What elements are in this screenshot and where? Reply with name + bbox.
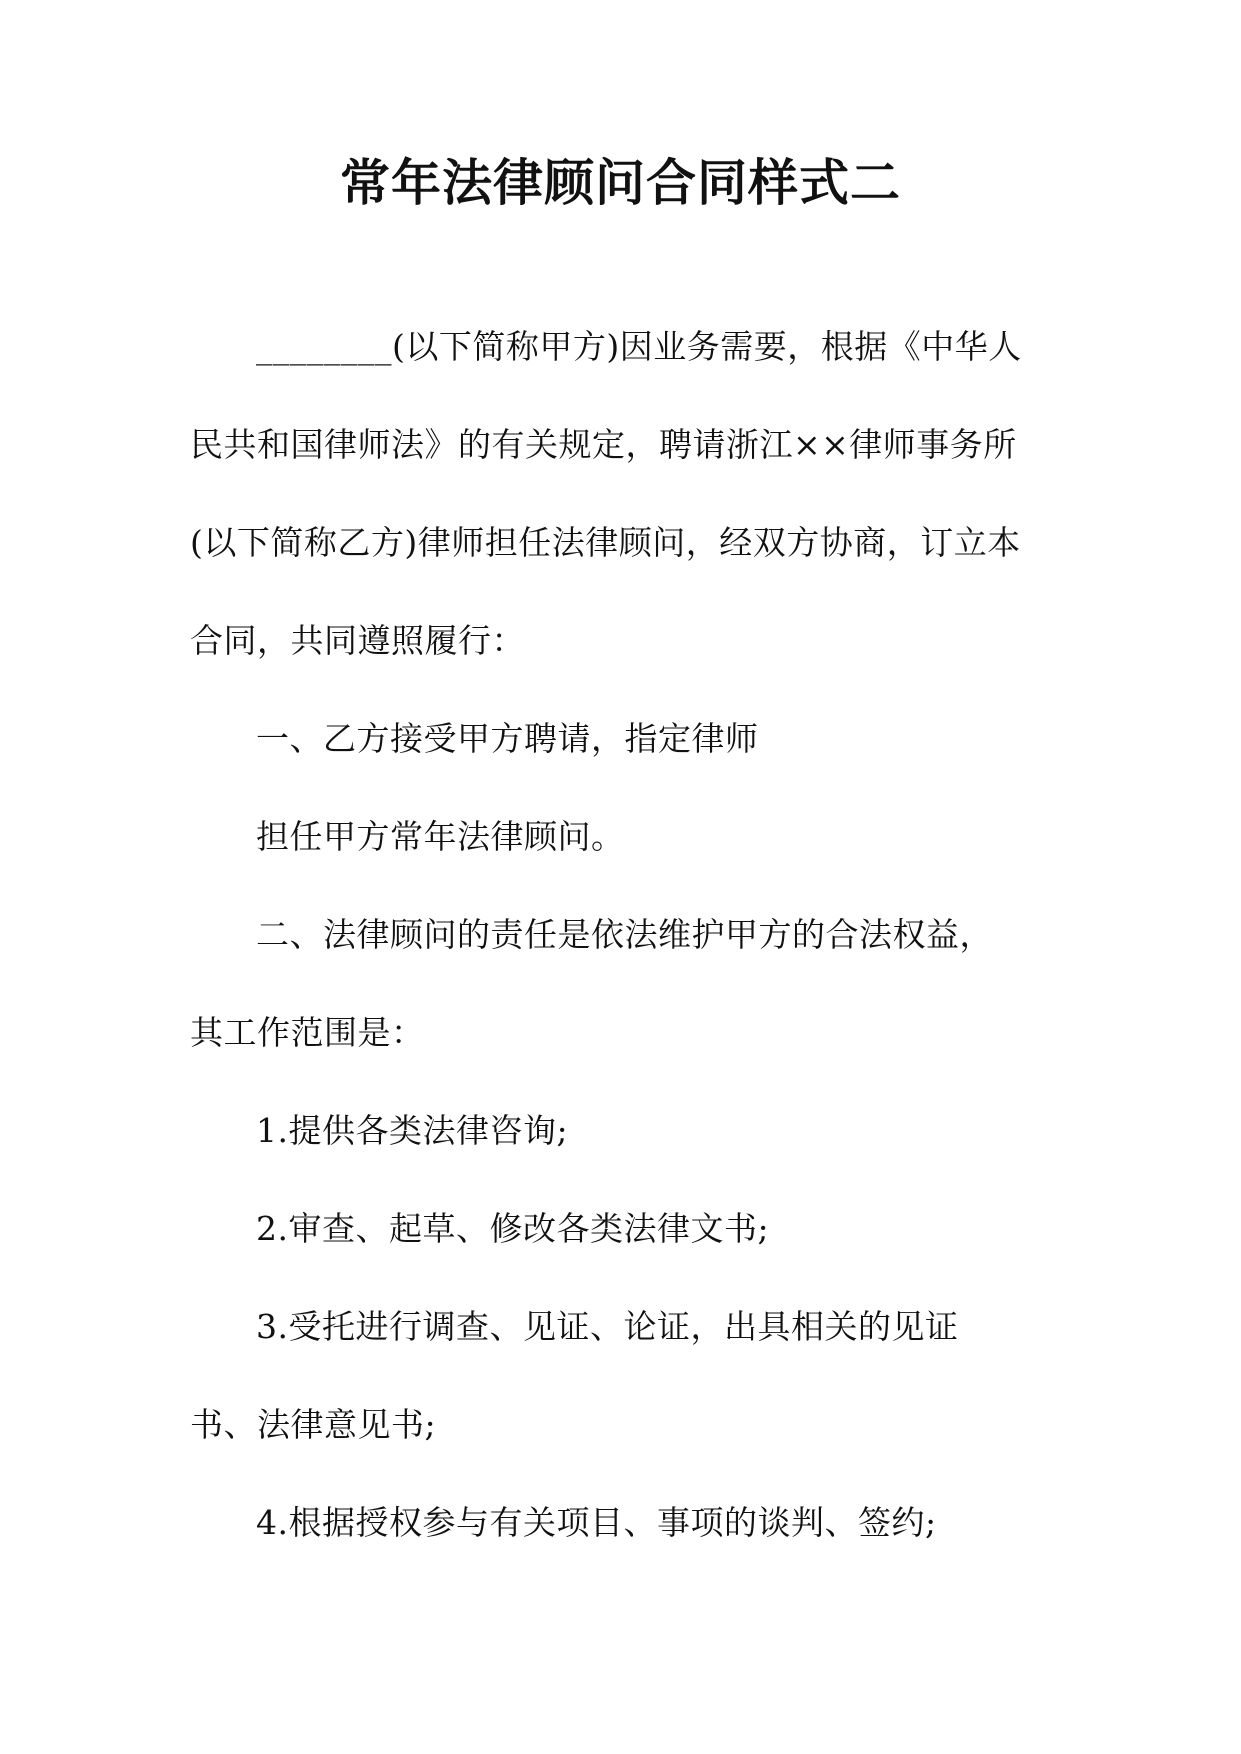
scope-item-4: 4.根据授权参与有关项目、事项的谈判、签约; <box>256 1503 937 1542</box>
document-title: 常年法律顾问合同样式二 <box>340 154 901 212</box>
clause-one-paragraph: 一、乙方接受甲方聘请，指定律师 <box>256 719 759 758</box>
intro-paragraph: ________(以下简称甲方)因业务需要，根据《中华人民共和国律师法》的有关规定，聘请浙江××律师事务所(以下简称乙方)律师担任法律顾问，经双方协商，订立本合同，共同遵照履行： <box>190 327 1022 660</box>
scope-item-2: 2.审查、起草、修改各类法律文书; <box>256 1209 770 1248</box>
clause-two-paragraph: 二、法律顾问的责任是依法维护甲方的合法权益，其工作范围是： <box>190 915 993 1052</box>
document-body <box>190 298 1022 1572</box>
clause-one-continuation: 担任甲方常年法律顾问。 <box>256 817 625 856</box>
scope-item-3: 3.受托进行调查、见证、论证，出具相关的见证书、法律意见书; <box>190 1307 959 1444</box>
scope-item-1: 1.提供各类法律咨询; <box>256 1111 569 1150</box>
